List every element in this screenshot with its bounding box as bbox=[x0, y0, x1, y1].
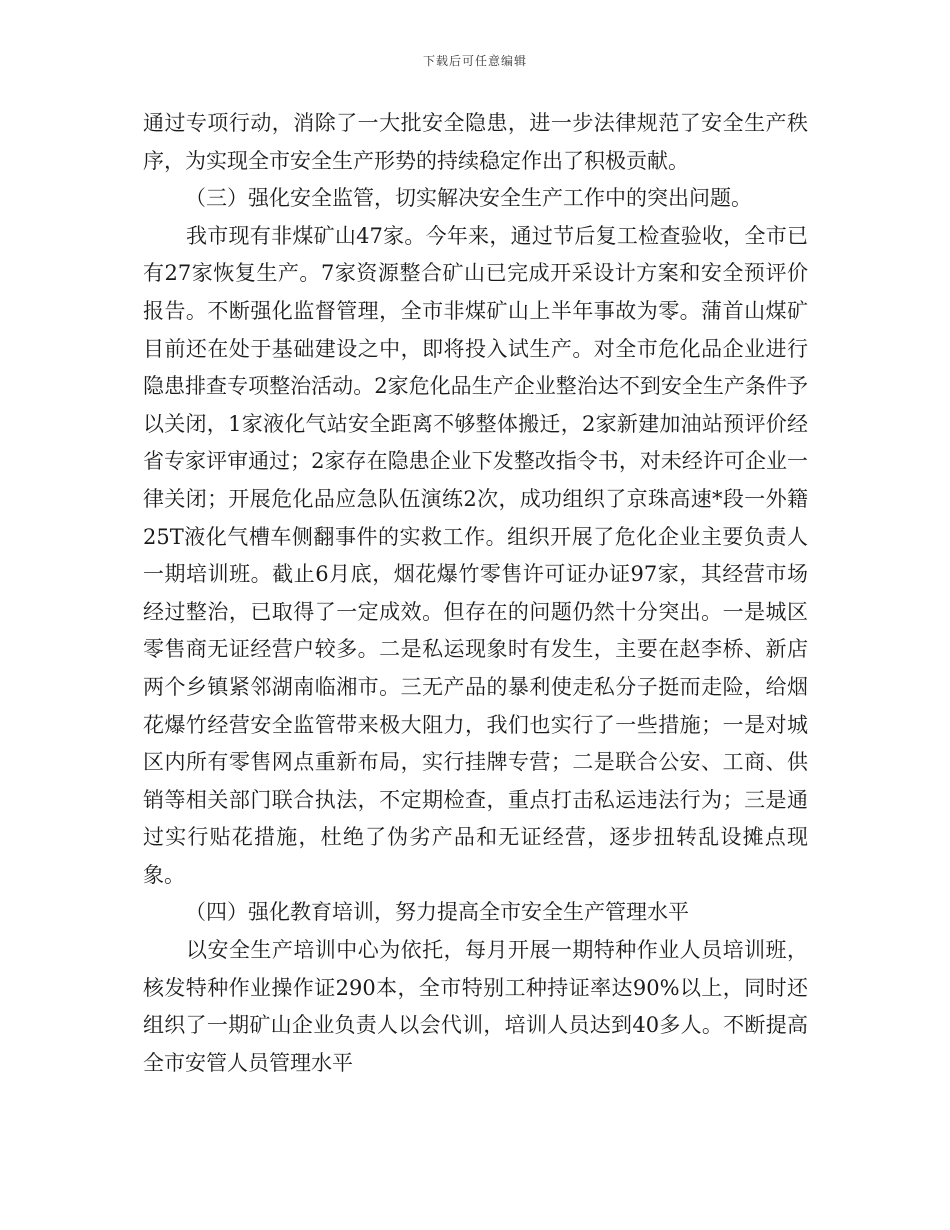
section-heading-4: （四）强化教育培训，努力提高全市安全生产管理水平 bbox=[185, 900, 689, 925]
section-heading-3: （三）强化安全监管，切实解决安全生产工作中的突出问题。 bbox=[185, 186, 752, 211]
document-body bbox=[143, 105, 808, 1082]
paragraph-mining-safety: 我市现有非煤矿山47家。今年来，通过节后复工检查验收，全市已有27家恢复生产。7家资源整合矿山已完成开采设计方案和安全预评价报告。不断强化监督管理，全市非煤矿山上半年事故为零。蒲首山煤矿目前还在处于基础建设之中，即将投入试生产。对全市危化品企业进行隐患排查专项整治活动。2家危化品生产企业整治达不到安全生产条件予以关闭，1家液化气站安全距离不够整体搬迁，2家新建加油站预评价经省专家评审通过；2家存在隐患企业下发整改指令书，对未经许可企业一律关闭；开展危化品应急队伍演练2次，成功组织了京珠高速*段一外籍25T液化气槽车侧翻事件的实救工作。组织开展了危化企业主要负责人一期培训班。截止6月底，烟花爆竹零售许可证办证97家，其经营市场经过整治，已取得了一定成效。但存在的问题仍然十分突出。一是城区零售商无证经营户较多。二是私运现象时有发生，主要在赵李桥、新店两个乡镇紧邻湖南临湘市。三无产品的暴利使走私分子挺而走险，给烟花爆竹经营安全监管带来极大阻力，我们也实行了一些措施；一是对城区内所有零售网点重新布局，实行挂牌专营；二是联合公安、工商、供销等相关部门联合执法，不定期检查，重点打击私运违法行为；三是通过实行贴花措施，杜绝了伪劣产品和无证经营，逐步扭转乱设摊点现象。 bbox=[143, 223, 808, 887]
paragraph-training: 以安全生产培训中心为依托，每月开展一期特种作业人员培训班，核发特种作业操作证290本，全市特别工种持证率达90%以上，同时还组织了一期矿山企业负责人以会代训，培训人员达到40多人。不断提高全市安管人员管理水平 bbox=[143, 938, 808, 1075]
page-header-note: 下载后可任意编辑 bbox=[422, 54, 527, 68]
paragraph-continuation: 通过专项行动，消除了一大批安全隐患，进一步法律规范了安全生产秩序，为实现全市安全生产形势的持续稳定作出了积极贡献。 bbox=[143, 111, 808, 173]
